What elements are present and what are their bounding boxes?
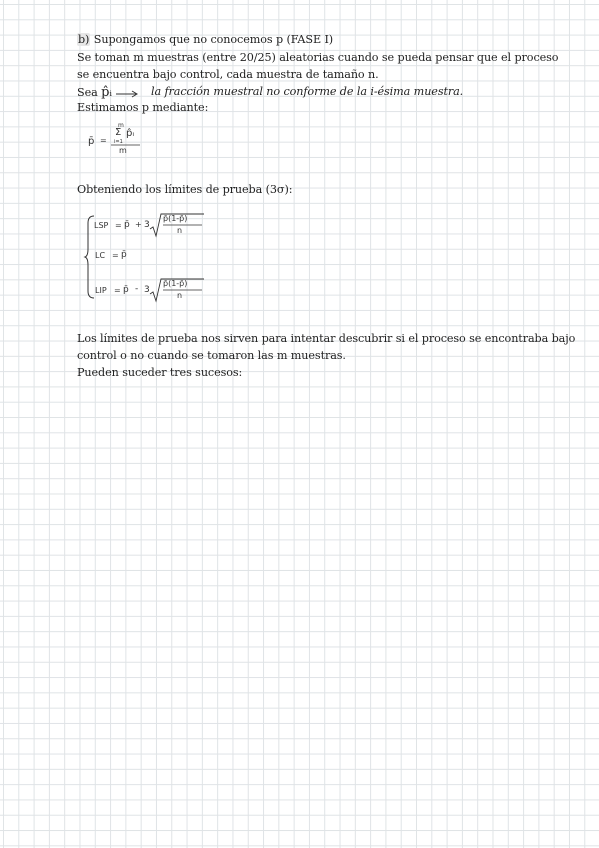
lip-op: - (135, 284, 139, 294)
lsp-k: 3 (144, 220, 150, 230)
lsp-label: LSP (94, 221, 109, 230)
conclusion-line-2: control o no cuando se tomaron las m muestras. (77, 349, 346, 362)
section-label: b) (78, 33, 90, 46)
lsp-denominator: n (177, 226, 183, 235)
lsp-eq: = (115, 221, 122, 230)
formula-lhs: p̄ (88, 136, 95, 147)
formula-sum-sign: Σ (115, 127, 122, 138)
formula-sum-term: p̂ᵢ (126, 128, 135, 139)
intro-line-1: Se toman m muestras (entre 20/25) aleatorias cuando se pueda pensar que el proceso (77, 51, 559, 64)
formula-eq: = (100, 136, 107, 145)
sea-description: la fracción muestral no conforme de la i-ésima muestra. (151, 85, 464, 98)
sea-prefix: Sea (77, 86, 98, 99)
lsp-op: + (135, 220, 142, 229)
lc-label: LC (95, 251, 106, 260)
lc-center: p̄ (121, 250, 127, 260)
formula-sum-bottom: i=1 (114, 139, 123, 145)
sea-symbol: p̂ᵢ (101, 85, 112, 100)
conclusion-line-3: Pueden suceder tres sucesos: (77, 366, 243, 379)
section-heading (77, 33, 333, 46)
lip-k: 3 (144, 285, 150, 295)
lip-center: p̄ (123, 285, 129, 295)
estimate-line: Estimamos p mediante: (77, 101, 209, 114)
intro-line-2: se encuentra bajo control, cada muestra de tamaño n. (77, 68, 379, 81)
arrow-icon (116, 90, 140, 98)
lip-denominator: n (177, 291, 183, 300)
formula-sum-top: m (118, 122, 124, 129)
lsp-numerator: p̄(1-p̄) (163, 214, 188, 223)
limits-heading: Obteniendo los límites de prueba (3σ): (77, 183, 293, 196)
lc-eq: = (112, 251, 119, 260)
lsp-center: p̄ (124, 220, 130, 230)
conclusion-line-1: Los límites de prueba nos sirven para intentar descubrir si el proceso se encontraba bajo (77, 332, 576, 345)
sea-line (77, 85, 112, 100)
formula-denominator: m (119, 146, 127, 155)
section-title: Supongamos que no conocemos p (FASE I) (93, 33, 334, 46)
lip-label: LIP (95, 286, 107, 295)
lip-eq: = (114, 286, 121, 295)
lip-numerator: p̄(1-p̄) (163, 279, 188, 288)
